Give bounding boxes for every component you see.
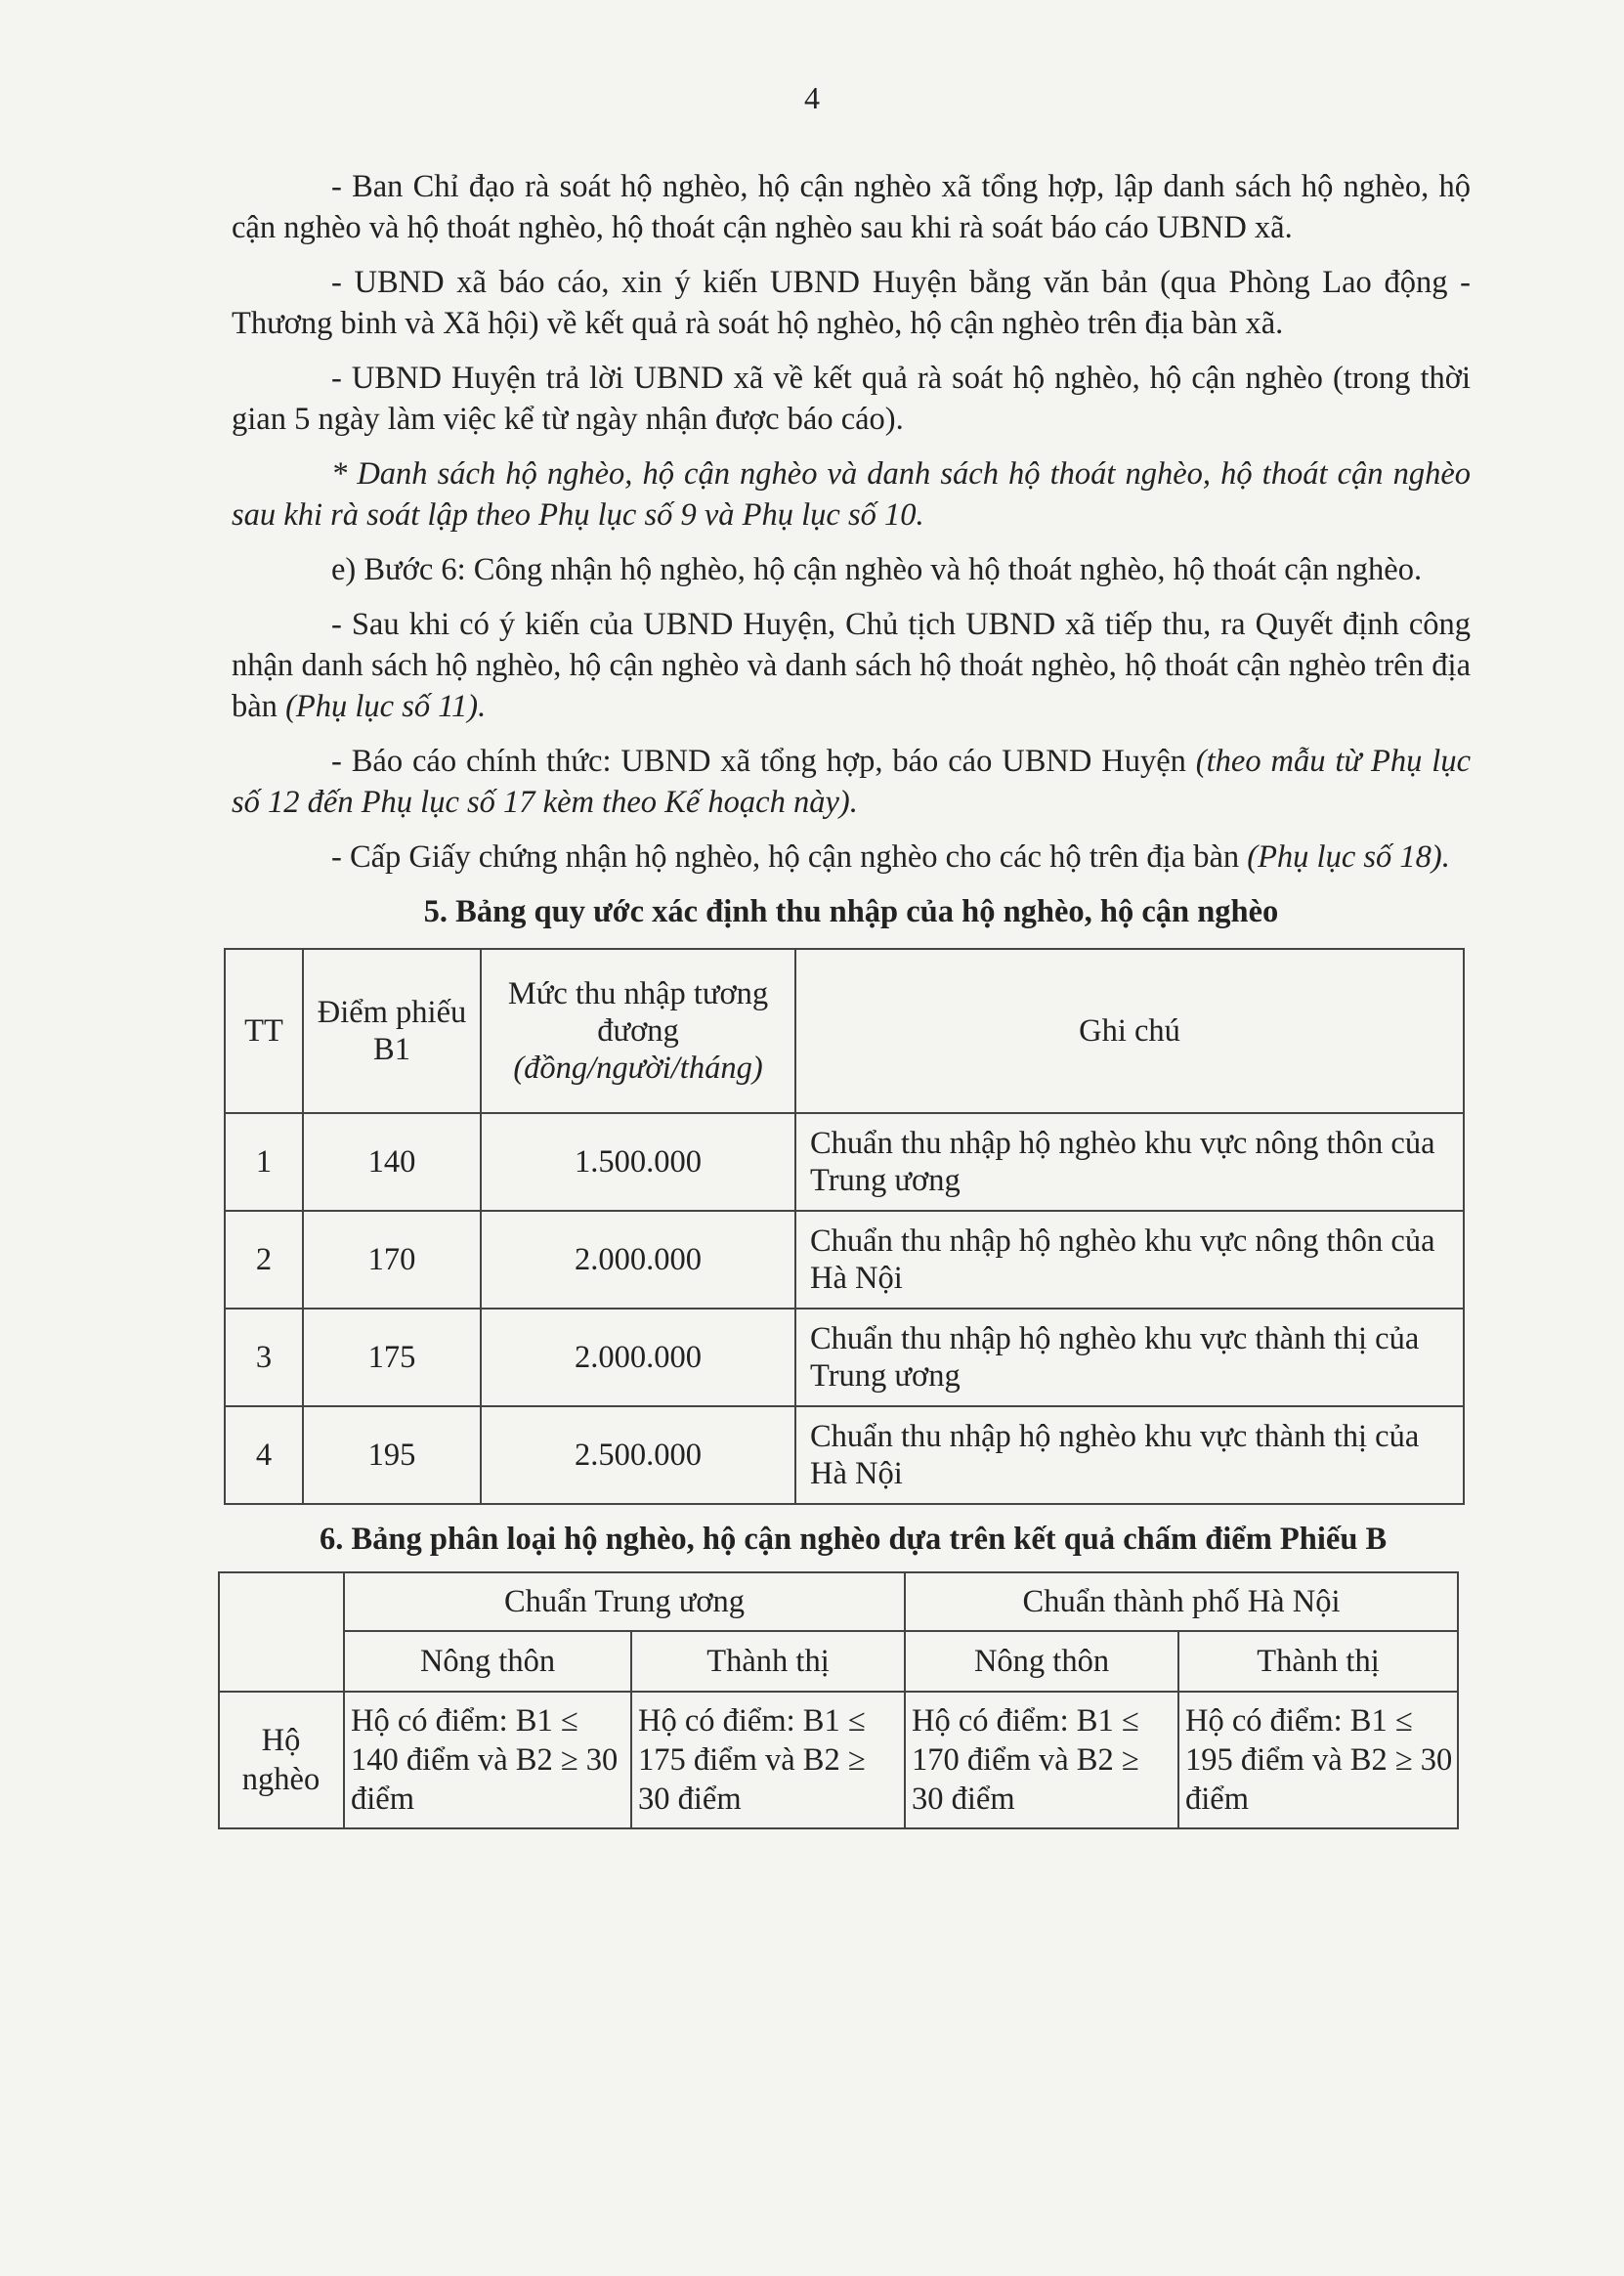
header-income	[481, 949, 795, 1113]
table-row	[225, 1309, 1464, 1406]
table-subheader-row	[219, 1631, 1458, 1692]
paragraph: - Ban Chỉ đạo rà soát hộ nghèo, hộ cận nghèo xã tổng hợp, lập danh sách hộ nghèo, hộ cận nghèo và hộ thoát nghèo, hộ thoát cận nghèo sau khi rà soát báo cáo UBND xã.	[232, 169, 1471, 245]
table-header-row	[219, 1572, 1458, 1631]
cell-note: Chuẩn thu nhập hộ nghèo khu vực nông thôn của Trung ương	[795, 1113, 1464, 1211]
cell-criteria: Hộ có điểm: B1 ≤ 195 điểm và B2 ≥ 30 điểm	[1178, 1692, 1458, 1828]
paragraph-reference: (Phụ lục số 11).	[285, 689, 487, 724]
paragraph	[232, 604, 1471, 727]
paragraph-text: - Sau khi có ý kiến của UBND Huyện, Chủ tịch UBND xã tiếp thu, ra Quyết định công nhận danh sách hộ nghèo, hộ cận nghèo và danh sách hộ thoát nghèo, hộ thoát cận nghèo trên địa bàn	[232, 607, 1471, 724]
section-5-heading: 5. Bảng quy ước xác định thu nhập của hộ nghèo, hộ cận nghèo	[423, 894, 1279, 929]
cell-criteria: Hộ có điểm: B1 ≤ 175 điểm và B2 ≥ 30 điểm	[631, 1692, 905, 1828]
header-central-standard: Chuẩn Trung ương	[344, 1572, 905, 1631]
cell-criteria: Hộ có điểm: B1 ≤ 140 điểm và B2 ≥ 30 điểm	[344, 1692, 631, 1828]
section-6-heading: 6. Bảng phân loại hộ nghèo, hộ cận nghèo dựa trên kết quả chấm điểm Phiếu B	[320, 1522, 1388, 1557]
header-income-unit: (đồng/người/tháng)	[513, 1051, 763, 1086]
income-table	[224, 948, 1465, 1505]
cell-tt: 1	[225, 1113, 303, 1211]
table-row	[225, 1406, 1464, 1504]
paragraph-text: - Báo cáo chính thức: UBND xã tổng hợp, báo cáo UBND Huyện	[331, 744, 1196, 779]
cell-tt: 2	[225, 1211, 303, 1309]
paragraph-reference: (theo mẫu từ Phụ lục số 12 đến Phụ lục số 17 kèm theo Kế hoạch này).	[232, 744, 1472, 820]
table-row	[219, 1692, 1458, 1828]
cell-criteria: Hộ có điểm: B1 ≤ 170 điểm và B2 ≥ 30 điểm	[905, 1692, 1178, 1828]
document-body	[232, 166, 1471, 1829]
header-tt: TT	[225, 949, 303, 1113]
paragraph: - UBND Huyện trả lời UBND xã về kết quả rà soát hộ nghèo, hộ cận nghèo (trong thời gian 5 ngày làm việc kể từ ngày nhận được báo cáo).	[232, 361, 1471, 437]
cell-income: 2.500.000	[481, 1406, 795, 1504]
cell-points: 175	[303, 1309, 481, 1406]
row-label-poor: Hộ nghèo	[219, 1692, 344, 1828]
cell-note: Chuẩn thu nhập hộ nghèo khu vực thành thị của Hà Nội	[795, 1406, 1464, 1504]
paragraph: - UBND xã báo cáo, xin ý kiến UBND Huyện bằng văn bản (qua Phòng Lao động -Thương binh và Xã hội) về kết quả rà soát hộ nghèo, hộ cận nghèo trên địa bàn xã.	[232, 265, 1471, 341]
paragraph	[232, 837, 1471, 878]
cell-note: Chuẩn thu nhập hộ nghèo khu vực thành thị của Trung ương	[795, 1309, 1464, 1406]
paragraph-step-6: e) Bước 6: Công nhận hộ nghèo, hộ cận nghèo và hộ thoát nghèo, hộ thoát cận nghèo.	[331, 552, 1423, 587]
cell-income: 2.000.000	[481, 1309, 795, 1406]
paragraph-reference: (Phụ lục số 18).	[1247, 839, 1450, 875]
paragraph	[232, 741, 1471, 823]
cell-income: 2.000.000	[481, 1211, 795, 1309]
header-urban: Thành thị	[631, 1631, 905, 1692]
header-urban: Thành thị	[1178, 1631, 1458, 1692]
table-row	[225, 1113, 1464, 1211]
paragraph-text: - Cấp Giấy chứng nhận hộ nghèo, hộ cận nghèo cho các hộ trên địa bàn	[331, 839, 1248, 875]
cell-points: 140	[303, 1113, 481, 1211]
header-rural: Nông thôn	[905, 1631, 1178, 1692]
paragraph-note: * Danh sách hộ nghèo, hộ cận nghèo và danh sách hộ thoát nghèo, hộ thoát cận nghèo sau khi rà soát lập theo Phụ lục số 9 và Phụ lục số 10.	[232, 456, 1471, 533]
header-empty-cell	[219, 1572, 344, 1692]
classification-table	[218, 1571, 1459, 1829]
cell-points: 170	[303, 1211, 481, 1309]
header-rural: Nông thôn	[344, 1631, 631, 1692]
header-income-label: Mức thu nhập tương đương	[507, 976, 769, 1049]
table-header-row	[225, 949, 1464, 1113]
header-note: Ghi chú	[795, 949, 1464, 1113]
cell-income: 1.500.000	[481, 1113, 795, 1211]
cell-points: 195	[303, 1406, 481, 1504]
cell-note: Chuẩn thu nhập hộ nghèo khu vực nông thôn của Hà Nội	[795, 1211, 1464, 1309]
header-points: Điểm phiếu B1	[303, 949, 481, 1113]
table-row	[225, 1211, 1464, 1309]
page-number: 4	[804, 80, 820, 115]
cell-tt: 4	[225, 1406, 303, 1504]
cell-tt: 3	[225, 1309, 303, 1406]
header-hanoi-standard: Chuẩn thành phố Hà Nội	[905, 1572, 1458, 1631]
